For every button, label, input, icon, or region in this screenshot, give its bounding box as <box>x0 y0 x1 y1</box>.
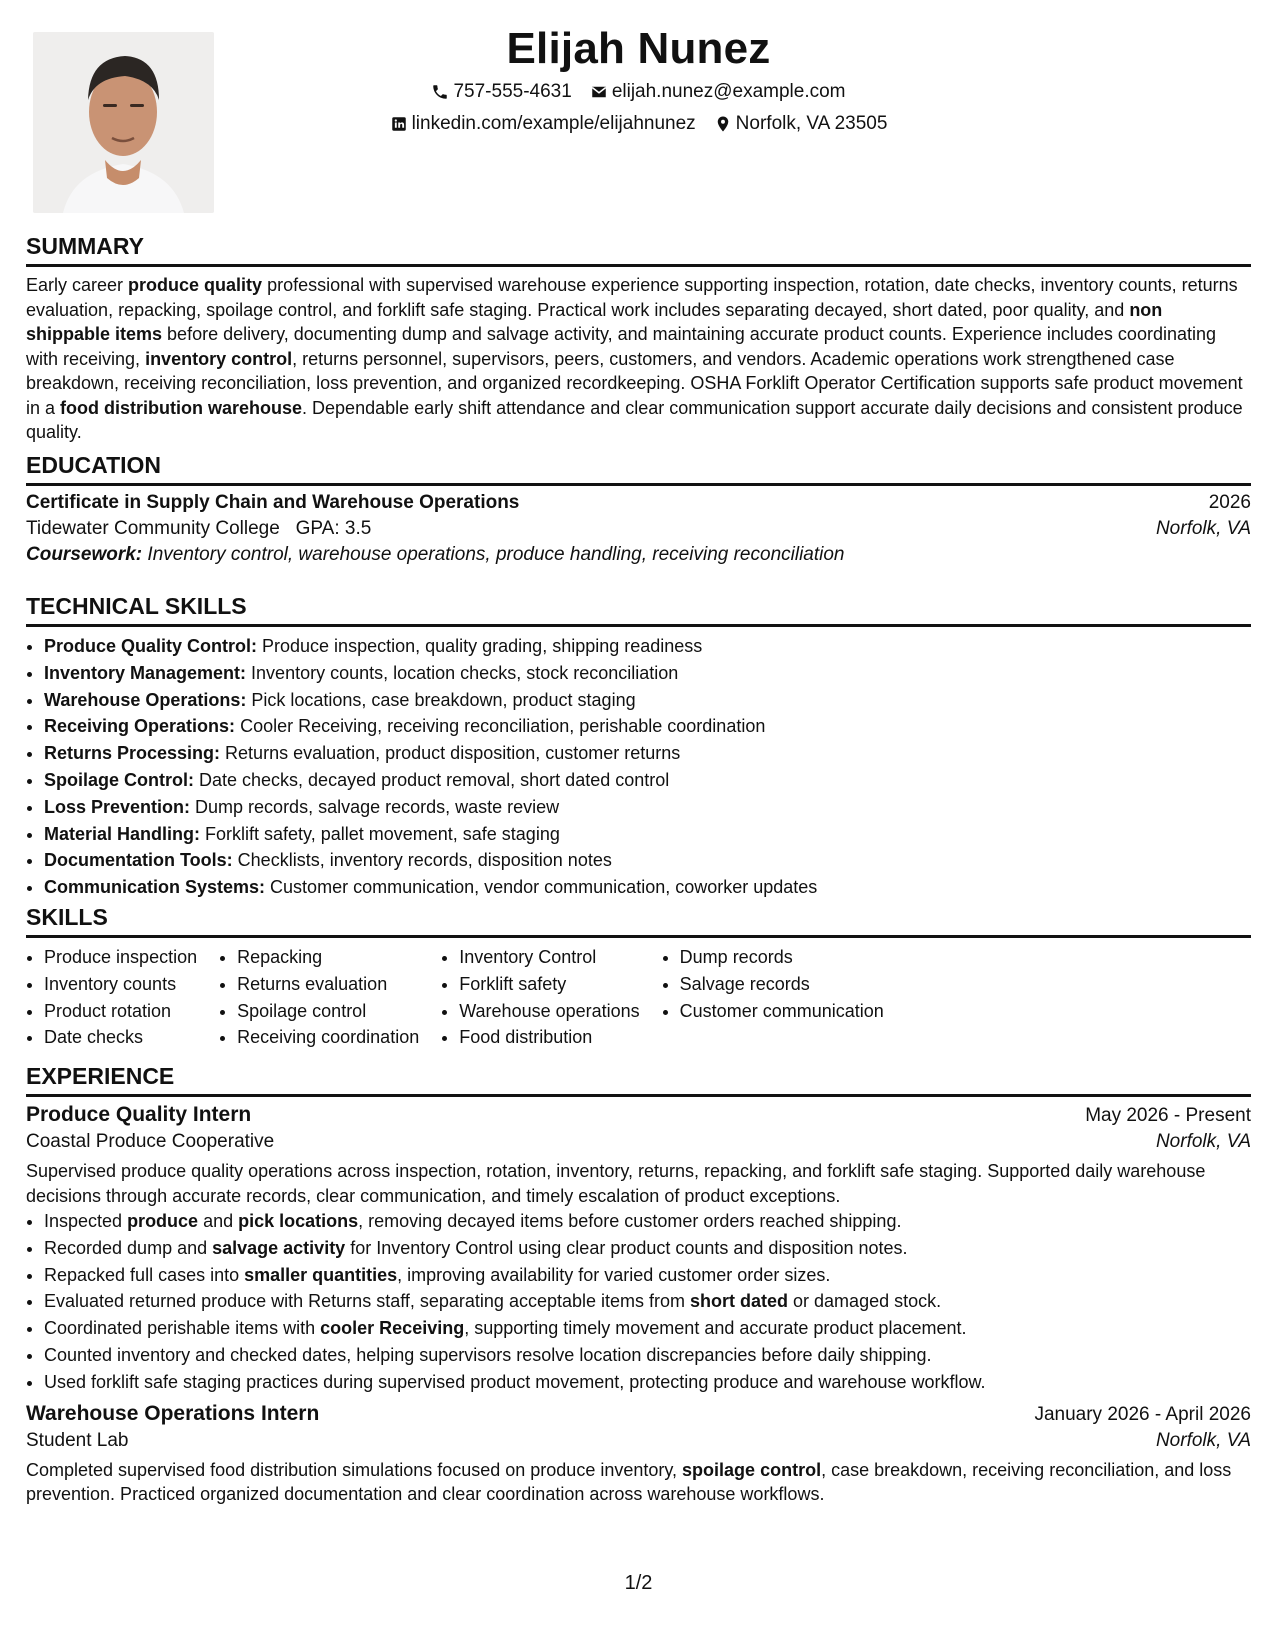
list-item: • Customer communication <box>680 998 884 1025</box>
school-line <box>26 518 371 540</box>
gpa: GPA: 3.5 <box>295 518 372 539</box>
list-item: • Recorded dump and salvage activity for Inventory Control using clear product counts and disposition notes. <box>44 1235 1251 1262</box>
location-text: Norfolk, VA 23505 <box>735 113 888 134</box>
list-item: • Returns Processing: Returns evaluation, product disposition, customer returns <box>44 740 1251 767</box>
list-item: • Inventory Management: Inventory counts, location checks, stock reconciliation <box>44 660 1251 687</box>
job-2-summary: Completed supervised food distribution simulations focused on produce inventory, spoilage control, case breakdown, receiving reconciliation, and loss prevention. Practiced organized documentation and clear coordination across warehouse workflows. <box>26 1459 1232 1505</box>
list-item: • Receiving coordination <box>237 1024 419 1051</box>
job-title: Produce Quality Intern <box>26 1103 252 1126</box>
mail-icon <box>590 83 608 101</box>
contact-row-1 <box>26 76 1251 108</box>
company: Coastal Produce Cooperative <box>26 1131 275 1152</box>
list-item: • Receiving Operations: Cooler Receiving, receiving reconciliation, perishable coordination <box>44 713 1251 740</box>
list-item: • Product rotation <box>44 998 197 1025</box>
list-item: • Produce inspection <box>44 944 197 971</box>
list-item: • Counted inventory and checked dates, helping supervisors resolve location discrepancies before daily shipping. <box>44 1342 1251 1369</box>
job-1-row-2 <box>26 1131 1251 1153</box>
list-item: • Salvage records <box>680 971 884 998</box>
list-item: • Date checks <box>44 1024 197 1051</box>
phone-icon <box>431 83 449 101</box>
skills-column-1 <box>26 944 197 1051</box>
list-item: • Returns evaluation <box>237 971 419 998</box>
list-item: • Repacking <box>237 944 419 971</box>
skills-column-4 <box>662 944 884 1051</box>
section-title-technical-skills: TECHNICAL SKILLS <box>26 592 1251 627</box>
contact-row-2 <box>26 108 1251 140</box>
list-item: • Repacked full cases into smaller quantities, improving availability for varied customer order sizes. <box>44 1262 1251 1289</box>
linkedin-icon <box>390 115 408 133</box>
list-item: • Coordinated perishable items with cooler Receiving, supporting timely movement and accurate product placement. <box>44 1315 1251 1342</box>
coursework: Coursework: Inventory control, warehouse operations, produce handling, receiving reconciliation <box>26 544 845 565</box>
education-section <box>26 451 1251 566</box>
school-name: Tidewater Community College <box>26 518 280 539</box>
education-year: 2026 <box>1208 492 1251 513</box>
job-2-row-1 <box>26 1402 1251 1426</box>
section-title-summary: SUMMARY <box>26 232 1251 267</box>
list-item: • Evaluated returned produce with Returns staff, separating acceptable items from short dated or damaged stock. <box>44 1288 1251 1315</box>
degree: Certificate in Supply Chain and Warehouse Operations <box>26 492 520 513</box>
technical-skills-list <box>26 633 1251 901</box>
linkedin-text: linkedin.com/example/elijahnunez <box>411 113 696 134</box>
summary-text: Early career produce quality professional with supervised warehouse experience supporting inspection, rotation, date checks, inventory counts, returns evaluation, repacking, spoilage control, and forklift safe staging. Practical work includes separating decayed, short dated, poor quality, and non shippable items before delivery, documenting dump and salvage activity, and maintaining accurate product counts. Experience includes coordinating with receiving, inventory control, returns personnel, supervisors, peers, customers, and vendors. Academic operations work strengthened case breakdown, receiving reconciliation, loss prevention, and organized recordkeeping. OSHA Forklift Operator Certification supports safe product movement in a food distribution warehouse. Dependable early shift attendance and clear communication support accurate daily decisions and consistent produce quality. <box>26 275 1243 442</box>
job-summary: Supervised produce quality operations across inspection, rotation, inventory, returns, repacking, and forklift safe staging. Supported daily warehouse decisions through accurate records, clear communication, and timely escalation of product exceptions. <box>26 1161 1206 1206</box>
header <box>26 22 1251 140</box>
section-title-experience: EXPERIENCE <box>26 1062 1251 1097</box>
job-2-row-2 <box>26 1430 1251 1452</box>
list-item: • Produce Quality Control: Produce inspection, quality grading, shipping readiness <box>44 633 1251 660</box>
summary-section <box>26 232 1251 445</box>
resume-page <box>26 0 1251 1650</box>
skills-section <box>26 903 1251 1051</box>
candidate-name: Elijah Nunez <box>506 24 771 73</box>
list-item: • Dump records <box>680 944 884 971</box>
list-item: • Spoilage control <box>237 998 419 1025</box>
page-number: 1/2 <box>624 1572 653 1594</box>
list-item: • Inventory Control <box>459 944 639 971</box>
linkedin-contact[interactable] <box>390 108 696 140</box>
job-1-row-1 <box>26 1103 1251 1127</box>
job-location: Norfolk, VA <box>1155 1131 1251 1152</box>
location-contact <box>714 108 888 140</box>
company: Student Lab <box>26 1429 129 1451</box>
experience-section <box>26 1062 1251 1507</box>
list-item: • Warehouse Operations: Pick locations, case breakdown, product staging <box>44 687 1251 714</box>
list-item: • Material Handling: Forklift safety, pallet movement, safe staging <box>44 821 1251 848</box>
list-item: • Used forklift safe staging practices during supervised product movement, protecting produce and warehouse workflow. <box>44 1369 1251 1396</box>
email-text: elijah.nunez@example.com <box>611 81 846 102</box>
list-item: • Warehouse operations <box>459 998 639 1025</box>
job-location: Norfolk, VA <box>1155 1429 1251 1451</box>
skills-grid <box>26 944 1251 1051</box>
technical-skills-section <box>26 592 1251 901</box>
education-location: Norfolk, VA <box>1155 518 1251 539</box>
skills-column-2 <box>219 944 419 1051</box>
job-dates: January 2026 - April 2026 <box>1034 1403 1251 1425</box>
list-item: • Spoilage Control: Date checks, decayed product removal, short dated control <box>44 767 1251 794</box>
job-title: Warehouse Operations Intern <box>26 1401 320 1425</box>
list-item: • Inspected produce and pick locations, removing decayed items before customer orders reached shipping. <box>44 1208 1251 1235</box>
phone-text: 757-555-4631 <box>453 81 572 102</box>
job-1-bullets <box>26 1208 1251 1396</box>
email-contact[interactable] <box>590 76 846 108</box>
phone-contact[interactable] <box>431 76 571 108</box>
list-item: • Forklift safety <box>459 971 639 998</box>
list-item: • Loss Prevention: Dump records, salvage records, waste review <box>44 794 1251 821</box>
map-pin-icon <box>714 115 732 133</box>
skills-column-3 <box>441 944 639 1051</box>
education-row-2 <box>26 518 1251 540</box>
section-title-education: EDUCATION <box>26 451 1251 486</box>
list-item: • Inventory counts <box>44 971 197 998</box>
list-item: • Documentation Tools: Checklists, inventory records, disposition notes <box>44 847 1251 874</box>
job-dates: May 2026 - Present <box>1085 1105 1251 1126</box>
section-title-skills: SKILLS <box>26 903 1251 938</box>
list-item: • Communication Systems: Customer communication, vendor communication, coworker updates <box>44 874 1251 901</box>
education-row-1 <box>26 492 1251 514</box>
list-item: • Food distribution <box>459 1024 639 1051</box>
